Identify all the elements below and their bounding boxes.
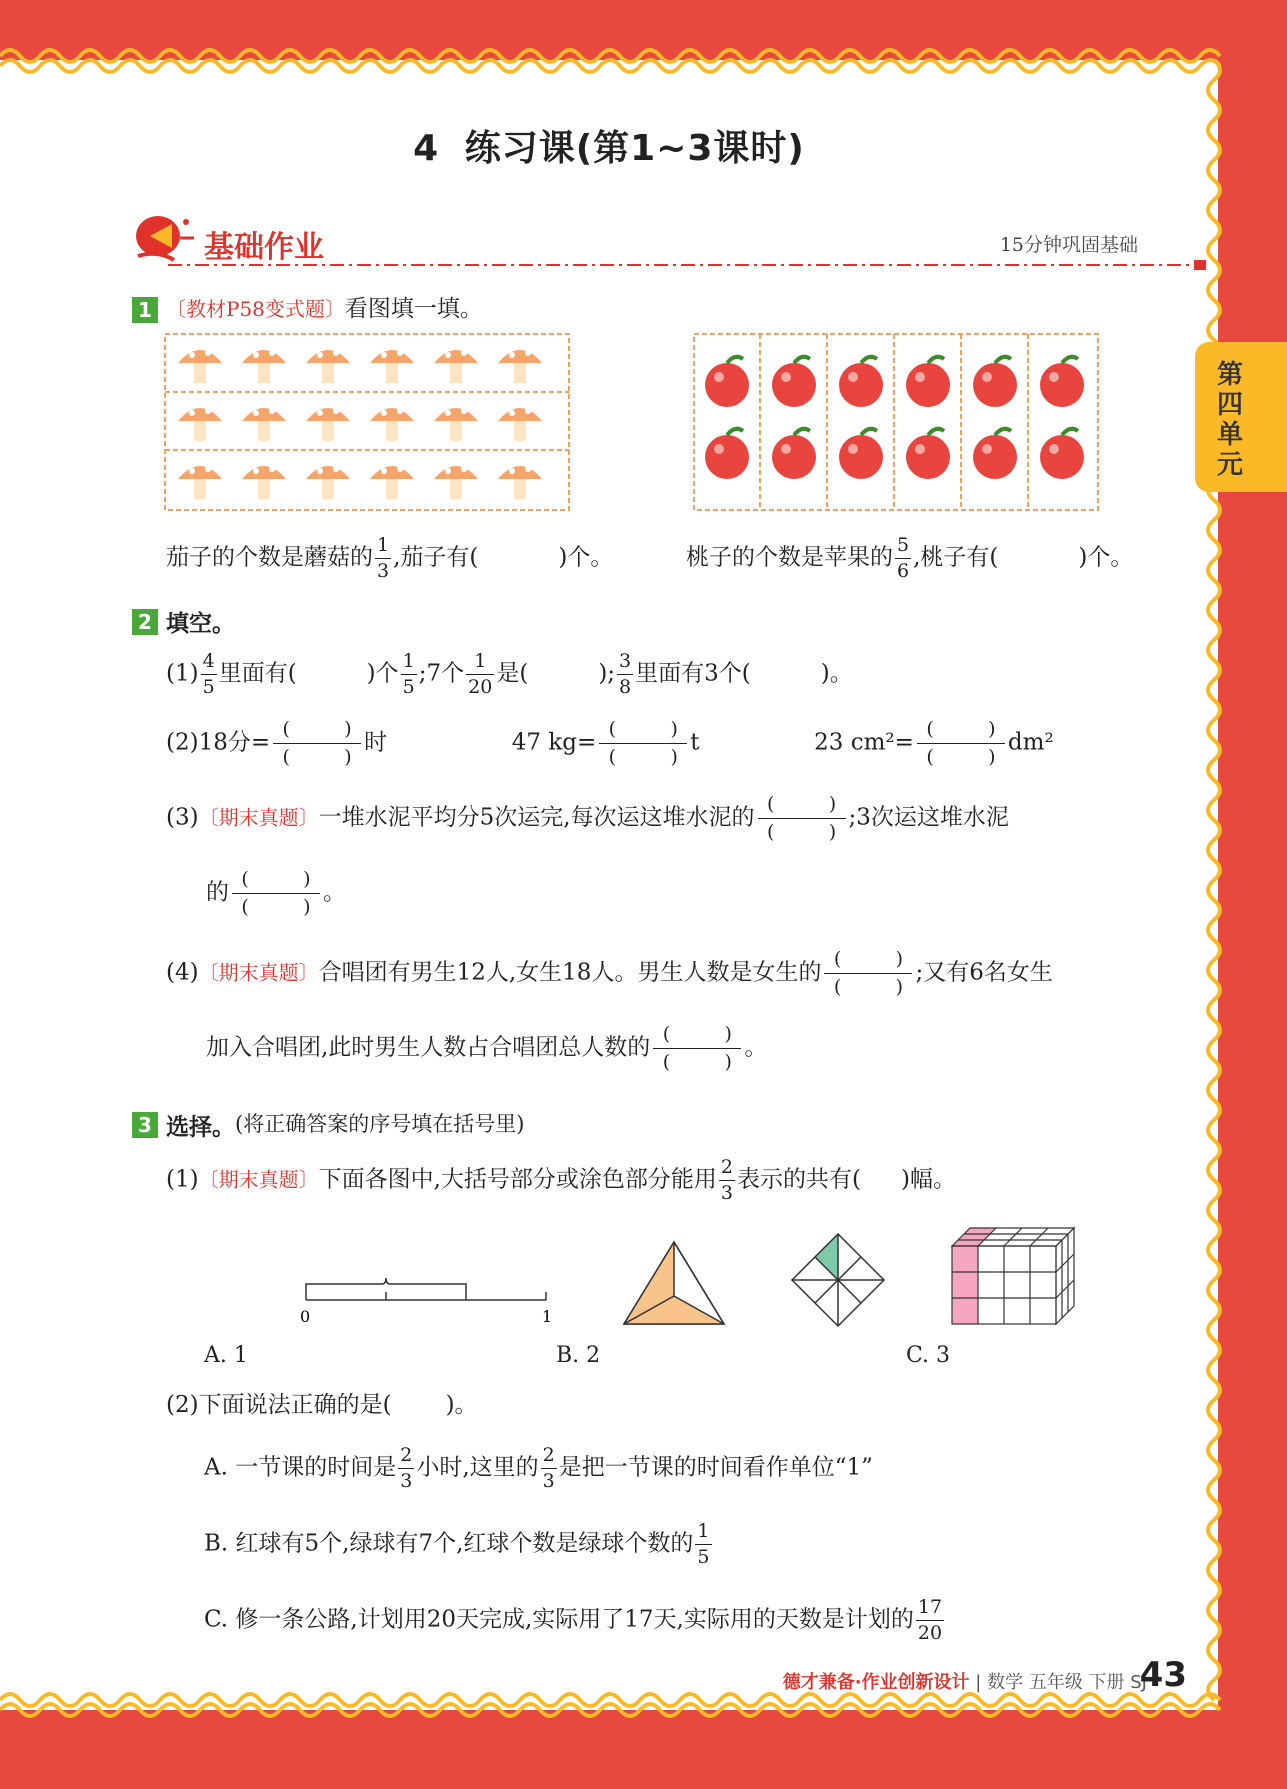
denominator: 3	[542, 1470, 555, 1492]
fraction	[719, 1158, 735, 1203]
text: 茄子的个数是蘑菇的	[166, 544, 373, 571]
option-a[interactable]: A. 1	[204, 1343, 248, 1368]
question-2-part-1	[166, 652, 853, 697]
text: ;又有6名女生	[915, 959, 1053, 986]
fraction	[401, 652, 417, 697]
denominator: 6	[897, 560, 910, 582]
apple-icon	[705, 357, 749, 407]
numerator: 2	[719, 1158, 735, 1181]
text: 。	[323, 879, 346, 906]
question-number-badge: 2	[132, 609, 158, 635]
section-header	[128, 210, 1168, 270]
text: )个。	[558, 544, 614, 571]
mushroom-picture	[164, 333, 570, 511]
numerator: 2	[541, 1446, 557, 1469]
blank-fraction[interactable]: ( ) ( )	[273, 720, 361, 767]
apple-icon	[1040, 429, 1084, 479]
apple-icon	[906, 429, 950, 479]
text: 加入合唱团,此时男生人数占合唱团总人数的	[206, 1034, 651, 1061]
blank-fraction[interactable]: ( ) ( )	[653, 1025, 741, 1072]
question-2-part-4-cont	[206, 1025, 767, 1072]
mushroom-icon	[370, 408, 414, 441]
denominator: 3	[377, 560, 390, 582]
question-note: (将正确答案的序号填在括号里)	[235, 1112, 525, 1136]
mushroom-icon	[242, 350, 286, 383]
apple-icon	[772, 357, 816, 407]
text: (1)	[166, 660, 199, 687]
mushroom-icon	[434, 466, 478, 499]
bell-icon	[128, 210, 198, 266]
numerator: 1	[375, 536, 391, 559]
numerator: 3	[617, 652, 633, 675]
mushroom-icon	[306, 408, 350, 441]
mushroom-icon	[370, 350, 414, 383]
numerator: 2	[398, 1446, 414, 1469]
mushroom-icon	[498, 350, 542, 383]
text: 是把一节课的时间看作单位“1”	[558, 1454, 873, 1481]
apple-icon	[906, 357, 950, 407]
mushroom-icon	[178, 466, 222, 499]
text: );	[598, 660, 616, 687]
fraction	[398, 1446, 414, 1491]
fraction	[617, 652, 633, 697]
mushroom-icon	[434, 408, 478, 441]
fraction	[916, 1598, 944, 1643]
fraction	[466, 652, 494, 697]
footer	[783, 1668, 1147, 1694]
text: (3)	[166, 804, 199, 831]
fraction	[895, 536, 911, 581]
apple-icon	[772, 429, 816, 479]
text: )个	[366, 660, 399, 687]
number-line-figure	[296, 1258, 556, 1328]
diamond-figure	[790, 1232, 886, 1328]
question-text: 填空。	[166, 611, 235, 637]
text: (4)	[166, 959, 199, 986]
question-2-part-3-cont	[206, 870, 346, 917]
apple-icon	[839, 429, 883, 479]
text: 23 cm²=	[814, 729, 914, 756]
apple-icon	[1040, 357, 1084, 407]
statement-b[interactable]	[204, 1522, 714, 1567]
blank-fraction[interactable]: ( ) ( )	[599, 720, 687, 767]
denominator: 5	[402, 676, 415, 698]
text: t	[690, 729, 700, 756]
mushroom-icon	[178, 350, 222, 383]
text: 时	[364, 729, 388, 756]
text: C. 修一条公路,计划用20天完成,实际用了17天,实际用的天数是计划的	[204, 1606, 914, 1633]
question-3-part-2	[166, 1386, 478, 1419]
fraction	[541, 1446, 557, 1491]
question-tag: 〔教材P58变式题〕	[166, 297, 345, 321]
text: (2)下面说法正确的是(	[166, 1392, 392, 1418]
text: ;3次运这堆水泥	[848, 804, 1009, 831]
lesson-title	[0, 120, 1218, 171]
mushroom-icon	[178, 408, 222, 441]
text: (1)	[166, 1166, 199, 1193]
blank-fraction[interactable]: ( ) ( )	[758, 795, 846, 842]
denominator: 20	[917, 1622, 943, 1644]
text: (2)18分=	[166, 729, 271, 756]
lesson-name: 练习课(第1~3课时)	[464, 128, 805, 169]
apple-icon	[973, 357, 1017, 407]
question-1-right-sentence	[686, 536, 1133, 581]
mushroom-icon	[498, 408, 542, 441]
mushroom-icon	[434, 350, 478, 383]
text: B. 红球有5个,绿球有7个,红球个数是绿球个数的	[204, 1530, 694, 1557]
denominator: 3	[400, 1470, 413, 1492]
ruler-start-label: 0	[300, 1307, 311, 1326]
section-divider	[168, 260, 1208, 270]
question-text: 选择。	[166, 1114, 235, 1141]
fraction	[375, 536, 391, 581]
question-tag: 〔期末真题〕	[198, 960, 319, 985]
apple-icon	[839, 357, 883, 407]
question-number-badge: 3	[132, 1112, 158, 1138]
footer-info: 数学 五年级 下册 SJ	[987, 1672, 1147, 1693]
triangle-figure	[620, 1238, 730, 1330]
section-subtitle: 15分钟巩固基础	[999, 234, 1138, 256]
denominator: 8	[619, 676, 632, 698]
question-number-badge: 1	[132, 297, 158, 323]
cube-figure	[950, 1224, 1076, 1328]
question-2-heading	[132, 605, 235, 638]
text: 一堆水泥平均分5次运完,每次运这堆水泥的	[318, 804, 755, 831]
apple-picture	[693, 333, 1099, 511]
text: )。	[445, 1392, 478, 1418]
denominator: 5	[697, 1546, 710, 1568]
denominator: 3	[720, 1182, 733, 1204]
denominator: 20	[468, 676, 493, 698]
text: ,茄子有(	[393, 544, 479, 571]
mushroom-icon	[306, 350, 350, 383]
blank-fraction[interactable]: ( ) ( )	[232, 870, 320, 917]
text: 下面各图中,大括号部分或涂色部分能用	[318, 1166, 717, 1193]
question-tag: 〔期末真题〕	[198, 1167, 319, 1192]
text: 里面有3个(	[635, 660, 751, 687]
option-b[interactable]: B. 2	[556, 1343, 601, 1368]
page-number: 43	[1139, 1655, 1187, 1695]
numerator: 5	[895, 536, 911, 559]
question-text: 看图填一填。	[344, 296, 483, 322]
text: 合唱团有男生12人,女生18人。男生人数是女生的	[318, 959, 822, 986]
numerator: 1	[401, 652, 417, 675]
text: )。	[820, 660, 853, 687]
numerator: 17	[916, 1598, 944, 1621]
statement-c[interactable]	[204, 1598, 946, 1643]
text: 里面有(	[218, 660, 297, 687]
statement-a[interactable]	[204, 1446, 873, 1491]
footer-brand: 德才兼备·作业创新设计	[782, 1672, 970, 1693]
fraction	[695, 1522, 711, 1567]
apple-icon	[705, 429, 749, 479]
text: 是(	[496, 660, 529, 687]
question-3-heading	[132, 1108, 524, 1142]
denominator: 5	[202, 676, 215, 698]
text: )个。	[1078, 544, 1134, 571]
text: 小时,这里的	[416, 1454, 539, 1481]
text: ;7个	[418, 660, 465, 687]
unit-label: 第四单元	[1217, 360, 1244, 480]
text: A. 一节课的时间是	[204, 1454, 397, 1481]
footer-separator: |	[975, 1672, 982, 1693]
text: dm²	[1007, 729, 1054, 756]
text: 表示的共有(	[737, 1166, 861, 1193]
mushroom-icon	[370, 466, 414, 499]
mushroom-icon	[306, 466, 350, 499]
question-2-part-4	[166, 950, 1053, 997]
blank-fraction[interactable]: ( ) ( )	[917, 720, 1005, 767]
text: )幅。	[900, 1166, 956, 1193]
numerator: 1	[695, 1522, 711, 1545]
section-title: 基础作业	[204, 230, 324, 265]
numerator: 4	[201, 652, 217, 675]
unit-side-tab	[1195, 342, 1287, 492]
option-c[interactable]: C. 3	[906, 1343, 951, 1368]
text: ,桃子有(	[913, 544, 999, 571]
lesson-number: 4	[413, 128, 440, 169]
text: 的	[206, 879, 229, 906]
question-1-heading	[132, 290, 483, 323]
question-3-part-1	[166, 1158, 956, 1203]
question-2-part-2	[166, 720, 1054, 767]
question-2-part-3	[166, 795, 1009, 842]
numerator: 1	[466, 652, 494, 675]
blank-fraction[interactable]: ( ) ( )	[824, 950, 912, 997]
ruler-end-label: 1	[542, 1307, 553, 1326]
mushroom-icon	[242, 466, 286, 499]
apple-icon	[973, 429, 1017, 479]
text: 47 kg=	[511, 729, 597, 756]
fraction	[201, 652, 217, 697]
text: 桃子的个数是苹果的	[686, 544, 893, 571]
mushroom-icon	[242, 408, 286, 441]
question-tag: 〔期末真题〕	[198, 805, 319, 830]
text: 。	[744, 1034, 768, 1061]
question-1-left-sentence	[166, 536, 613, 581]
mushroom-icon	[498, 466, 542, 499]
